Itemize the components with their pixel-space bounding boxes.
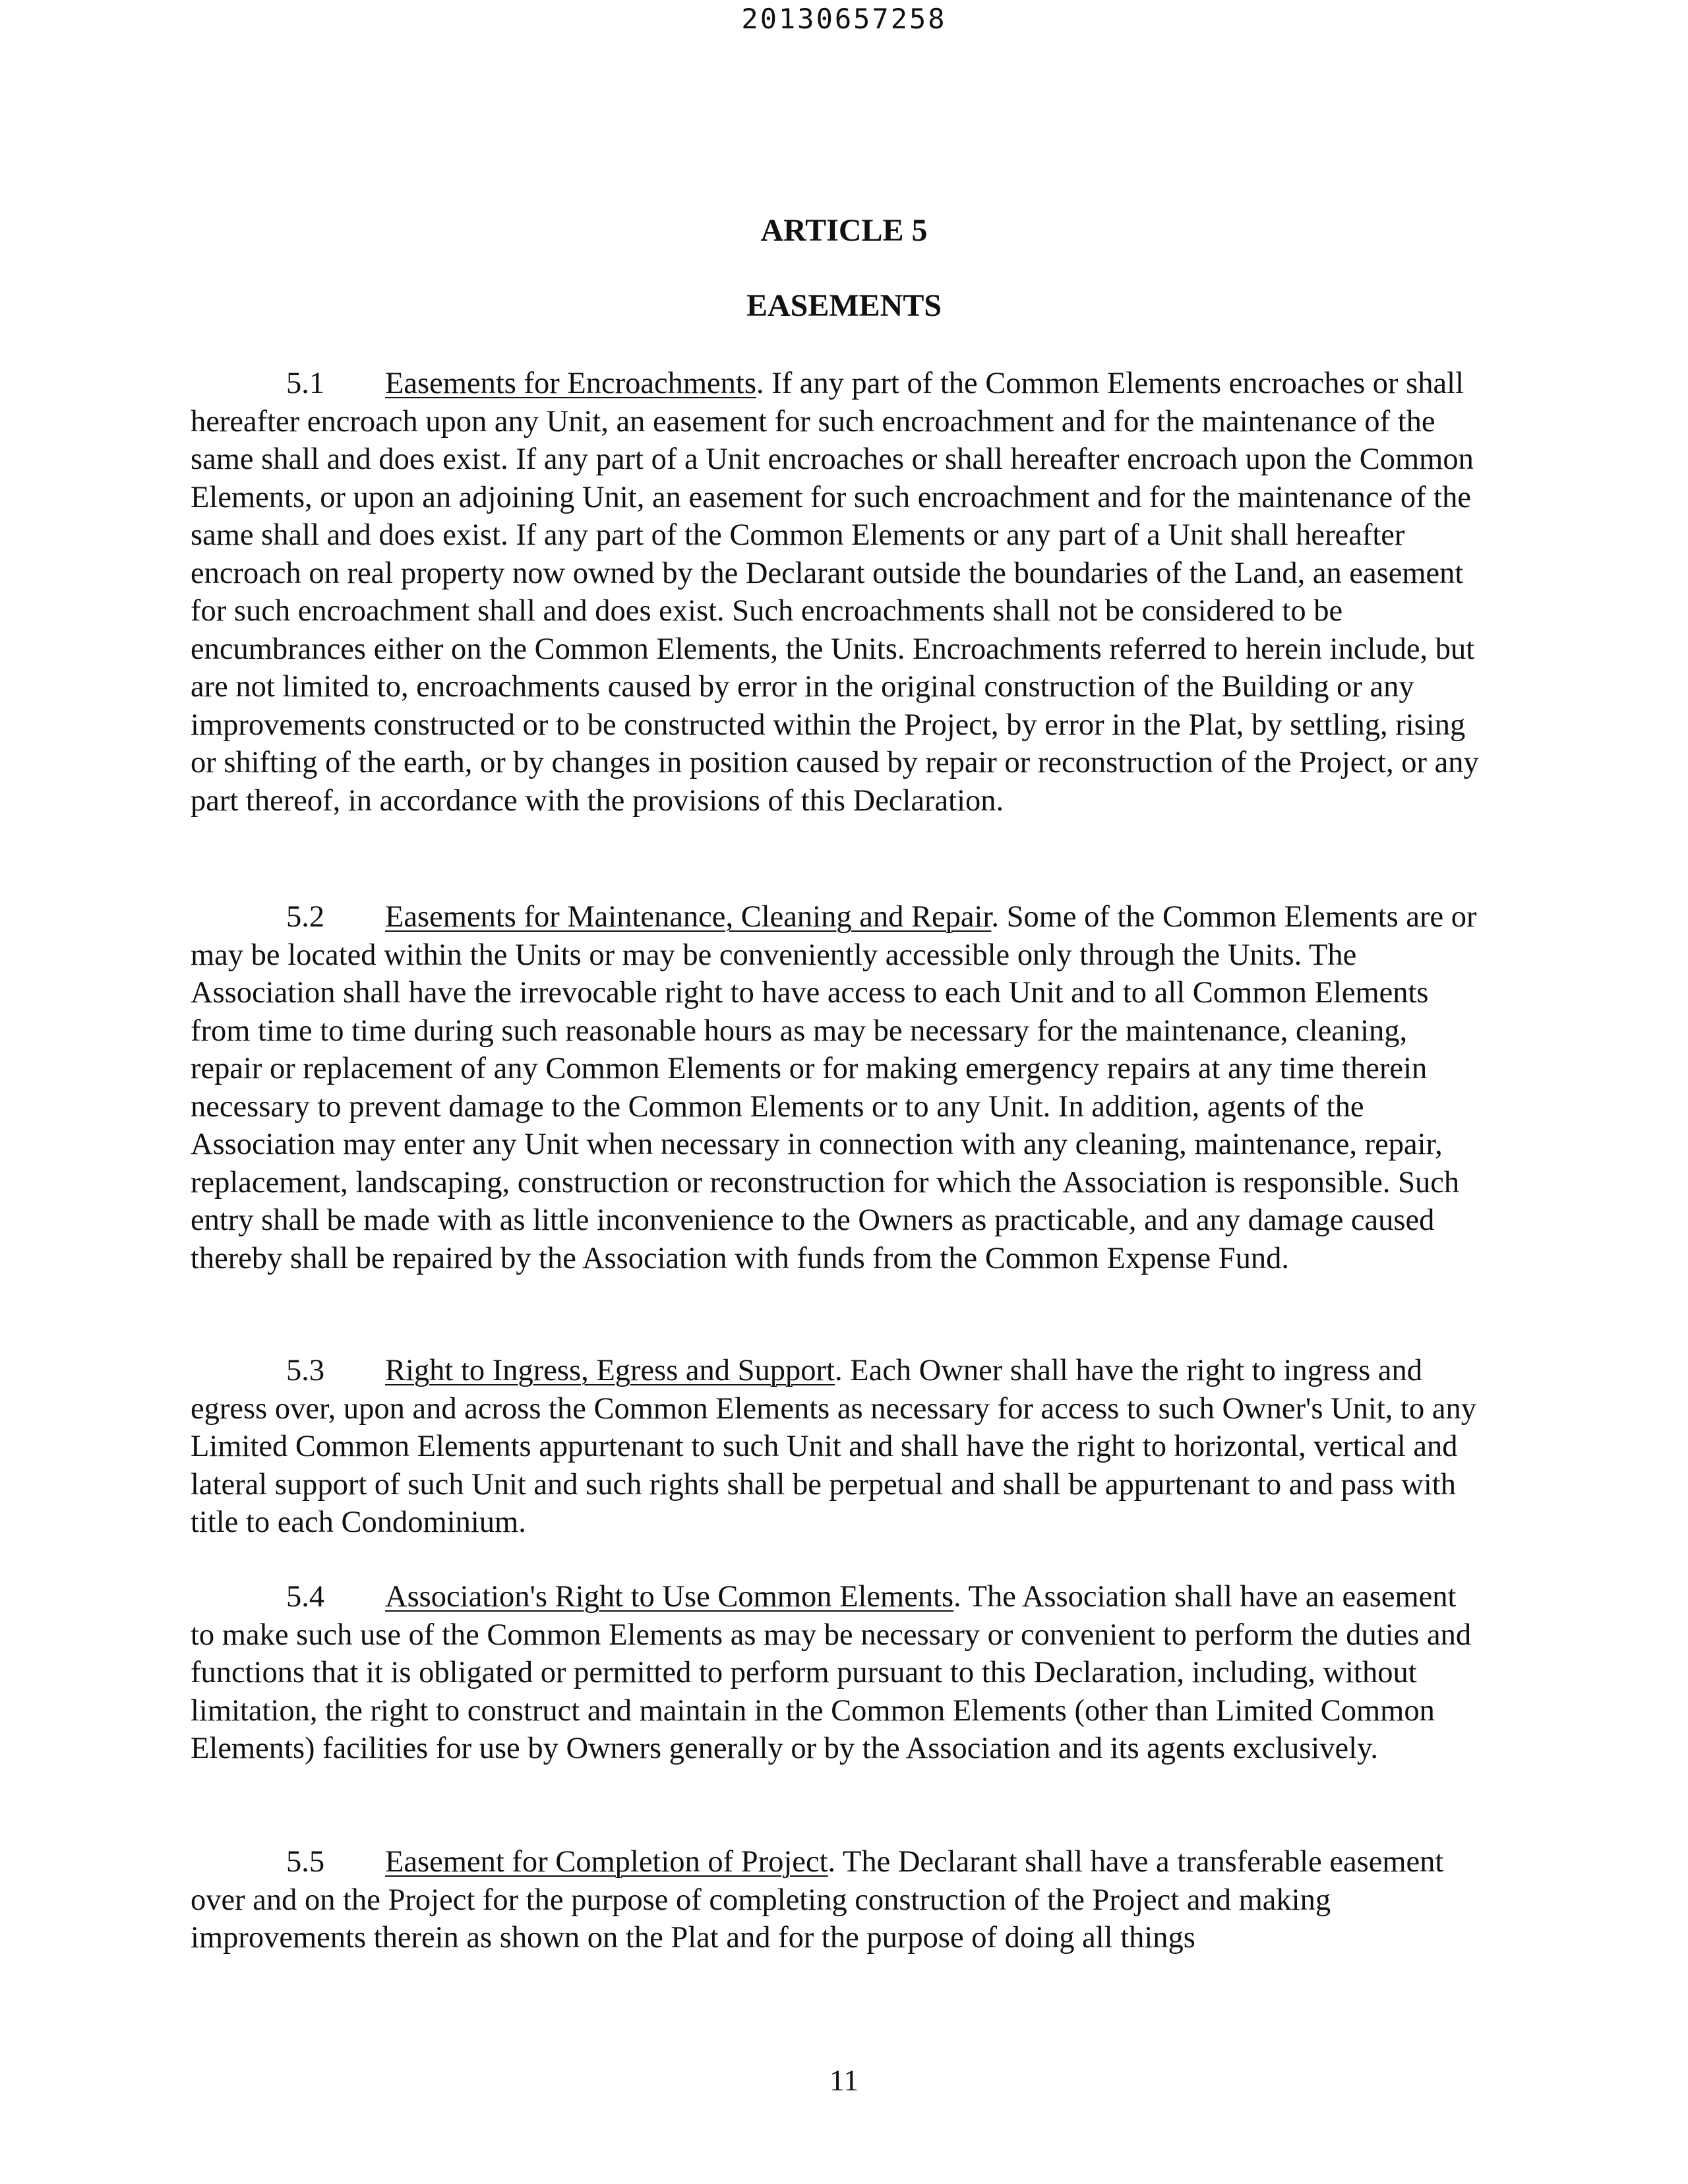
section-title: Easements for Encroachments [385,367,756,400]
article-subtitle: EASEMENTS [746,288,942,323]
section-number: 5.2 [286,900,325,934]
section-text: . If any part of the Common Elements encroaches or shall hereafter encroach upon any Unit, an easement for such encroachment and for the maintenance of the same shall and does exist. If any part of a Unit encroaches or shall hereafter encroach upon the Common Elements, or upon an adjoining Unit, an easement for such encroachment and for the maintenance of the same shall and does exist. If any part of the Common Elements or any part of a Unit shall hereafter encroach on real property now owned by the Declarant outside the boundaries of the Land, an easement for such encroachment shall and does exist. Such encroachments shall not be considered to be encumbrances either on the Common Elements, the Units. Encroachments referred to herein include, but are not limited to, encroachments caused by error in the original construction of the Building or any improvements constructed or to be constructed within the Project, by error in the Plat, by settling, rising or shifting of the earth, or by changes in position caused by repair or reconstruction of the Project, or any part thereof, in accordance with the provisions of this Declaration. [191,367,1479,818]
section-title: Easement for Completion of Project [385,1845,828,1879]
section-text: . Some of the Common Elements are or may be located within the Units or may be conveniently accessible only through the Units. The Association shall have the irrevocable right to have access to each Unit and to all Common Elements from time to time during such reasonable hours as may be necessary for the maintenance, cleaning, repair or replacement of any Common Elements or for making emergency repairs at any time therein necessary to prevent damage to the Common Elements or to any Unit. In addition, agents of the Association may enter any Unit when necessary in connection with any cleaning, maintenance, repair, replacement, landscaping, construction or reconstruction for which the Association is responsible. Such entry shall be made with as little inconvenience to the Owners as practicable, and any damage caused thereby shall be repaired by the Association with funds from the Common Expense Fund. [191,900,1477,1275]
section-number: 5.3 [286,1354,325,1387]
section-5-5 [191,1843,1483,1957]
section-title: Association's Right to Use Common Elements [385,1580,954,1614]
document-number: 20130657258 [741,3,947,35]
section-number: 5.1 [286,367,325,400]
section-text: . The Declarant shall have a transferable easement over and on the Project for the purpose of completing construction of the Project and making improvements therein as shown on the Plat and for the purpose of doing all things [191,1845,1444,1955]
article-title: ARTICLE 5 [760,213,928,248]
section-5-4 [191,1578,1483,1768]
section-title: Right to Ingress, Egress and Support [385,1354,835,1387]
section-5-3 [191,1352,1483,1542]
section-5-2 [191,898,1483,1277]
section-title: Easements for Maintenance, Cleaning and Repair [385,900,992,934]
section-number: 5.4 [286,1580,325,1614]
section-text: . Each Owner shall have the right to ingress and egress over, upon and across the Common Elements as necessary for access to such Owner's Unit, to any Limited Common Elements appurtenant to such Unit and shall have the right to horizontal, vertical and lateral support of such Unit and such rights shall be perpetual and shall be appurtenant to and pass with title to each Condominium. [191,1354,1476,1539]
section-number: 5.5 [286,1845,325,1879]
section-5-1 [191,365,1483,820]
section-text: . The Association shall have an easement to make such use of the Common Elements as may be necessary or convenient to perform the duties and functions that it is obligated or permitted to perform pursuant to this Declaration, including, without limitation, the right to construct and maintain in the Common Elements (other than Limited Common Elements) facilities for use by Owners generally or by the Association and its agents exclusively. [191,1580,1472,1765]
page-number: 11 [829,2063,859,2097]
